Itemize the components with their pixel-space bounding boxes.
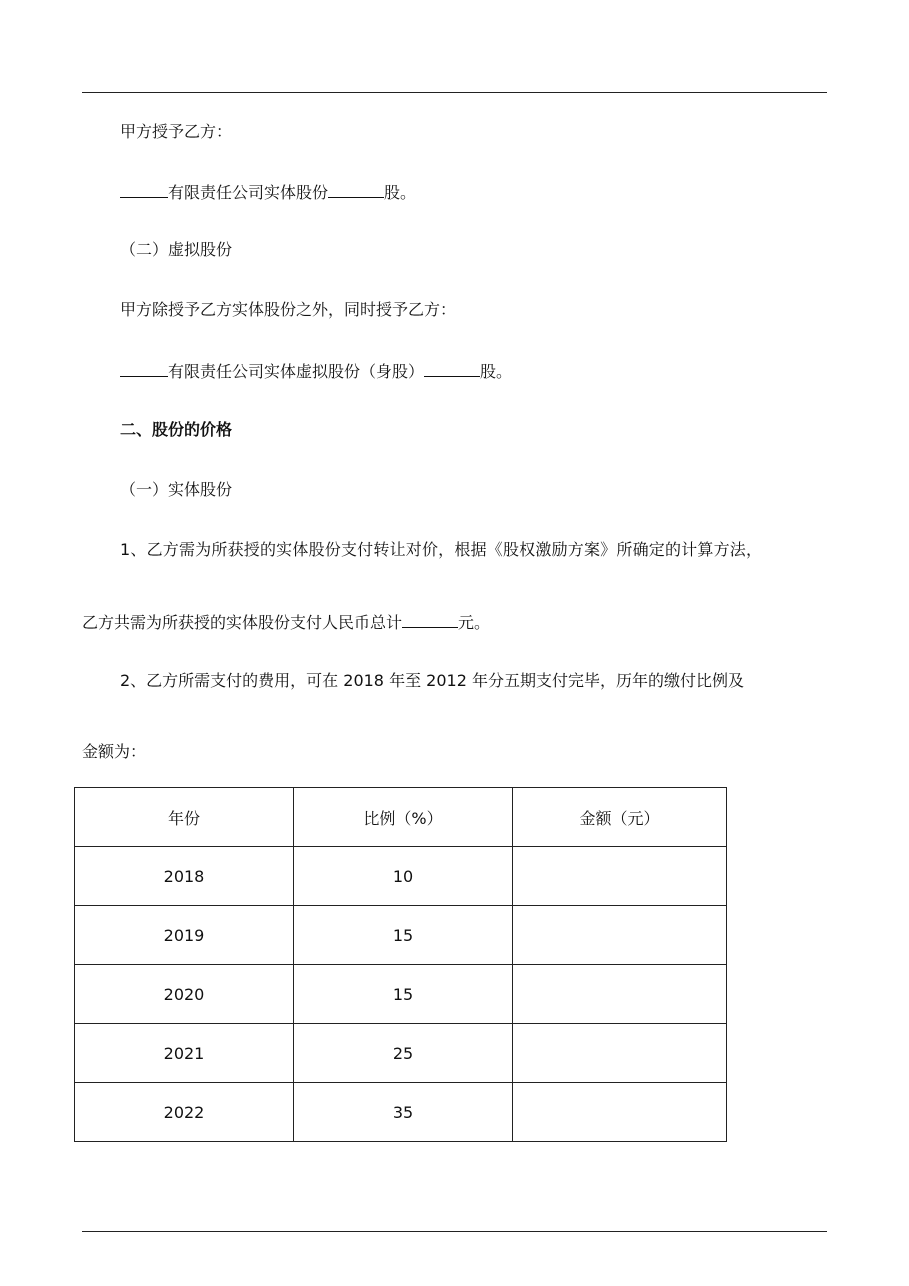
cell-year: 2020 [75, 965, 294, 1024]
virtual-shares-heading: （二）虚拟股份 [120, 240, 233, 259]
installments-text: 2、乙方所需支付的费用，可在 2018 年至 2012 年分五期支付完毕，历年的缴付比例及 [120, 671, 744, 690]
grant-intro-text: 甲方授予乙方： [120, 122, 233, 141]
cell-amount[interactable] [513, 965, 727, 1024]
cell-ratio: 35 [294, 1083, 513, 1142]
entity-shares-text: 有限责任公司实体股份 [168, 183, 329, 202]
footer-rule [82, 1231, 827, 1232]
paragraph-total-amount [82, 611, 490, 633]
entity-shares-heading: （一）实体股份 [120, 480, 233, 499]
transfer-price-text: 1、乙方需为所获授的实体股份支付转让对价，根据《股权激励方案》所确定的计算方法， [120, 540, 763, 559]
paragraph-transfer-price [120, 540, 762, 560]
total-amount-text: 乙方共需为所获授的实体股份支付人民币总计 [82, 613, 403, 632]
company-name-blank[interactable] [120, 181, 168, 198]
entity-shares-suffix: 股。 [384, 183, 417, 202]
table-row [75, 1083, 727, 1142]
payment-schedule-table [74, 787, 727, 1142]
virtual-share-count-blank[interactable] [424, 360, 480, 377]
virtual-shares-text: 有限责任公司实体虚拟股份（身股） [168, 362, 425, 381]
header-year: 年份 [75, 788, 294, 847]
cell-ratio: 10 [294, 847, 513, 906]
table-row [75, 906, 727, 965]
cell-ratio: 15 [294, 906, 513, 965]
section-heading-price [120, 420, 232, 440]
company-name-blank-2[interactable] [120, 360, 168, 377]
total-amount-blank[interactable] [402, 611, 458, 628]
section-entity-shares [120, 480, 232, 500]
table-row [75, 847, 727, 906]
price-heading-text: 二、股份的价格 [120, 420, 233, 439]
paragraph-virtual-shares [120, 360, 512, 382]
table-row [75, 1024, 727, 1083]
cell-amount[interactable] [513, 1024, 727, 1083]
cell-ratio: 25 [294, 1024, 513, 1083]
virtual-shares-suffix: 股。 [480, 362, 513, 381]
header-amount: 金额（元） [513, 788, 727, 847]
amount-label-text: 金额为： [82, 742, 147, 761]
cell-amount[interactable] [513, 847, 727, 906]
paragraph-additional-grant [120, 300, 456, 320]
section-virtual-shares [120, 240, 232, 260]
paragraph-grant-intro [120, 122, 232, 142]
additional-grant-text: 甲方除授予乙方实体股份之外，同时授予乙方： [120, 300, 457, 319]
header-rule [82, 92, 827, 93]
header-ratio: 比例（%） [294, 788, 513, 847]
paragraph-installments [120, 671, 744, 691]
cell-year: 2021 [75, 1024, 294, 1083]
table-row [75, 965, 727, 1024]
share-count-blank[interactable] [328, 181, 384, 198]
cell-amount[interactable] [513, 1083, 727, 1142]
cell-ratio: 15 [294, 965, 513, 1024]
paragraph-entity-shares [120, 181, 416, 203]
cell-year: 2019 [75, 906, 294, 965]
total-amount-suffix: 元。 [458, 613, 491, 632]
cell-year: 2022 [75, 1083, 294, 1142]
table-header-row [75, 788, 727, 847]
cell-year: 2018 [75, 847, 294, 906]
cell-amount[interactable] [513, 906, 727, 965]
paragraph-amount-label [82, 742, 146, 762]
